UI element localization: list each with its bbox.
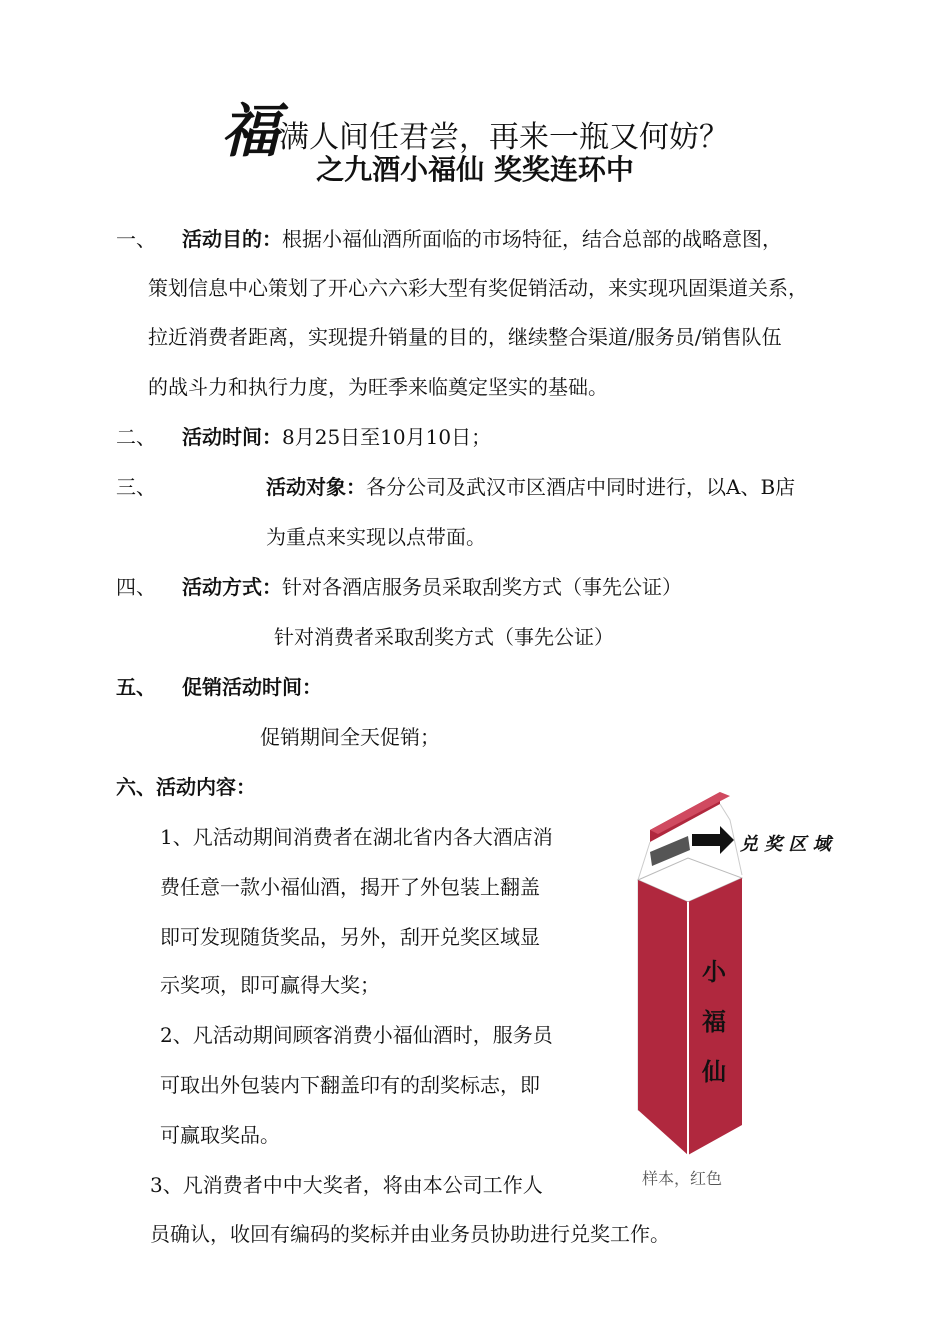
section-2-line bbox=[182, 425, 491, 449]
section-2-number: 二、 bbox=[116, 425, 156, 449]
section-5-label: 促销活动时间： bbox=[182, 675, 322, 699]
lid-top-edge bbox=[650, 792, 730, 834]
item-1-line-3: 即可发现随货奖品，另外，刮开兑奖区域显 bbox=[160, 925, 540, 949]
box-left-face bbox=[638, 880, 688, 1155]
item-3-line-2: 员确认，收回有编码的奖标并由业务员协助进行兑奖工作。 bbox=[150, 1222, 670, 1246]
section-3-number: 三、 bbox=[116, 475, 156, 499]
section-3-line1 bbox=[266, 475, 795, 499]
item-1-line-1: 1、凡活动期间消费者在湖北省内各大酒店消 bbox=[160, 825, 553, 849]
box-label-char-3: 仙 bbox=[702, 1057, 726, 1086]
redeem-area-label: 兑 奖 区 域 bbox=[740, 834, 831, 855]
section-4-text: 针对各酒店服务员采取刮奖方式（事先公证） bbox=[282, 575, 682, 599]
section-1-text: 根据小福仙酒所面临的市场特征，结合总部的战略意图， bbox=[282, 227, 782, 251]
item-1-line-2: 费任意一款小福仙酒，揭开了外包装上翻盖 bbox=[160, 875, 540, 899]
item-1-line-4: 示奖项，即可赢得大奖； bbox=[160, 973, 380, 997]
section-1-label: 活动目的： bbox=[182, 227, 282, 251]
section-4-label: 活动方式： bbox=[182, 575, 282, 599]
item-3-line-1: 3、凡消费者中中大奖者，将由本公司工作人 bbox=[150, 1173, 543, 1197]
box-label-char-2: 福 bbox=[702, 1007, 726, 1036]
section-3-text: 各分公司及武汉市区酒店中同时进行，以A、B店 bbox=[366, 475, 796, 499]
section-3-line2: 为重点来实现以点带面。 bbox=[266, 525, 486, 549]
arrow-icon bbox=[692, 826, 734, 854]
item-2-line-2: 可取出外包装内下翻盖印有的刮奖标志，即 bbox=[160, 1073, 540, 1097]
section-2-text: 8月25日至10月10日； bbox=[282, 425, 492, 449]
package-illustration bbox=[630, 780, 860, 1170]
section-4-line1 bbox=[182, 575, 682, 599]
section-1-number: 一、 bbox=[116, 227, 156, 251]
illustration-caption: 样本，红色 bbox=[642, 1169, 723, 1188]
title-fu-character: 福 bbox=[220, 97, 279, 165]
title-main: 满人间任君尝，再来一瓶又何妨？ bbox=[279, 120, 729, 155]
section-1-line2: 策划信息中心策划了开心六六彩大型有奖促销活动，来实现巩固渠道关系， bbox=[148, 276, 808, 300]
section-1-line1 bbox=[182, 227, 782, 251]
item-2-line-1: 2、凡活动期间顾客消费小福仙酒时，服务员 bbox=[160, 1023, 553, 1047]
section-5-number: 五、 bbox=[116, 675, 156, 699]
page-subtitle: 之九酒小福仙 奖奖连环中 bbox=[316, 153, 634, 186]
section-6-heading: 六、活动内容： bbox=[116, 775, 256, 799]
section-4-line2: 针对消费者采取刮奖方式（事先公证） bbox=[274, 625, 614, 649]
item-2-line-3: 可赢取奖品。 bbox=[160, 1123, 280, 1147]
section-5-text: 促销期间全天促销； bbox=[260, 725, 440, 749]
section-1-line3: 拉近消费者距离，实现提升销量的目的，继续整合渠道/服务员/销售队伍 bbox=[148, 325, 782, 349]
section-3-label: 活动对象： bbox=[266, 475, 366, 499]
box-label-char-1: 小 bbox=[702, 957, 726, 986]
section-1-line4: 的战斗力和执行力度，为旺季来临奠定坚实的基础。 bbox=[148, 375, 608, 399]
section-4-number: 四、 bbox=[116, 575, 156, 599]
section-2-label: 活动时间： bbox=[182, 425, 282, 449]
